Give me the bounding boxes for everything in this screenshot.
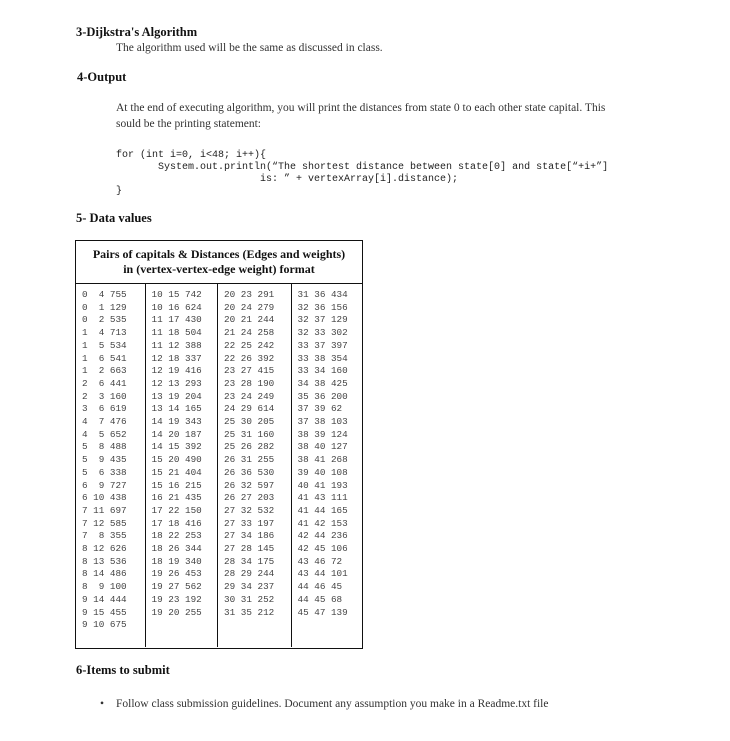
table-row: 27 33 197	[224, 517, 275, 529]
table-row: 31 36 434	[297, 289, 348, 300]
table-row: 0 4 755	[82, 289, 127, 300]
table-row: 41 42 153	[297, 517, 348, 529]
table-row: 1 4 713	[82, 327, 127, 339]
table-row: 34 38 425	[297, 377, 348, 389]
bullet-icon: •	[100, 698, 105, 710]
table-title-line2: in (vertex-vertex-edge weight) format	[123, 262, 315, 276]
table-row: 40 41 193	[297, 479, 348, 491]
table-row: 13 19 204	[151, 390, 202, 402]
table-row: 1 5 534	[82, 339, 127, 351]
table-row: 14 15 392	[151, 441, 202, 453]
table-row: 32 33 302	[297, 327, 348, 339]
table-row: 7 8 355	[82, 530, 127, 542]
table-row: 10 15 742	[151, 289, 202, 300]
list-item-text: Follow class submission guidelines. Document any assumption you make in a Readme.txt file	[116, 698, 549, 710]
data-table	[75, 240, 363, 649]
table-row: 5 6 338	[82, 466, 127, 478]
table-row: 21 24 258	[224, 327, 275, 339]
table-row: 44 45 68	[297, 593, 343, 605]
table-row: 23 24 249	[224, 390, 275, 402]
table-row: 19 23 192	[151, 593, 202, 605]
table-row: 23 28 190	[224, 377, 275, 389]
table-row: 18 22 253	[151, 530, 202, 542]
table-row: 14 19 343	[151, 416, 202, 428]
table-row: 9 14 444	[82, 593, 127, 605]
table-row: 4 7 476	[82, 416, 127, 428]
section-4-text-line1: At the end of executing algorithm, you will print the distances from state 0 to each other state capital. This	[116, 102, 606, 114]
table-row: 18 19 340	[151, 555, 202, 567]
table-row: 28 34 175	[224, 555, 275, 567]
table-row: 6 9 727	[82, 479, 127, 491]
table-row: 27 28 145	[224, 543, 275, 555]
table-row: 18 26 344	[151, 543, 202, 555]
table-row: 42 44 236	[297, 530, 348, 542]
table-row: 11 12 388	[151, 339, 202, 351]
table-row: 20 21 244	[224, 314, 275, 326]
table-row: 9 15 455	[82, 606, 127, 618]
table-row: 26 27 203	[224, 492, 275, 504]
submit-list	[100, 696, 548, 712]
table-column-4	[292, 284, 363, 647]
table-row: 38 41 268	[297, 454, 348, 466]
section-3-heading: 3-Dijkstra's Algorithm	[76, 25, 198, 39]
table-row: 12 18 337	[151, 352, 202, 364]
table-row: 15 16 215	[151, 479, 202, 491]
table-row: 12 19 416	[151, 365, 202, 377]
table-row: 4 5 652	[82, 428, 127, 440]
table-row: 17 22 150	[151, 504, 202, 516]
table-row: 10 16 624	[151, 301, 202, 313]
code-snippet: for (int i=0, i<48; i++){ System.out.println(“The shortest distance between state[0] and state[“+i+”] is: ” + vertexArray[i].distance); }	[116, 150, 609, 197]
section-3-text: The algorithm used will be the same as discussed in class.	[116, 42, 383, 54]
table-row: 22 26 392	[224, 352, 275, 364]
table-row: 13 14 165	[151, 403, 202, 415]
table-row: 42 45 106	[297, 543, 348, 555]
table-row: 11 17 430	[151, 314, 202, 326]
section-5-heading: 5- Data values	[76, 211, 152, 225]
table-row: 7 11 697	[82, 504, 127, 516]
table-row: 33 34 160	[297, 365, 348, 377]
table-row: 8 12 626	[82, 543, 127, 555]
table-row: 24 29 614	[224, 403, 275, 415]
table-row: 15 21 404	[151, 466, 202, 478]
table-row: 19 20 255	[151, 606, 202, 618]
table-row: 25 30 205	[224, 416, 275, 428]
table-row: 1 6 541	[82, 352, 127, 364]
table-row: 12 13 293	[151, 377, 202, 389]
table-column-2	[146, 284, 219, 647]
section-6-heading: 6-Items to submit	[76, 663, 170, 677]
table-row: 14 20 187	[151, 428, 202, 440]
section-4-heading: 4-Output	[77, 70, 127, 84]
table-row: 8 13 536	[82, 555, 127, 567]
table-row: 26 31 255	[224, 454, 275, 466]
table-row: 43 44 101	[297, 568, 348, 580]
table-row: 16 21 435	[151, 492, 202, 504]
table-row: 9 10 675	[82, 619, 127, 631]
table-row: 8 14 486	[82, 568, 127, 580]
table-row: 26 36 530	[224, 466, 275, 478]
table-row: 22 25 242	[224, 339, 275, 351]
table-row: 32 36 156	[297, 301, 348, 313]
table-row: 39 40 108	[297, 466, 348, 478]
table-row: 20 23 291	[224, 289, 275, 300]
table-row: 7 12 585	[82, 517, 127, 529]
table-row: 19 26 453	[151, 568, 202, 580]
table-row: 35 36 200	[297, 390, 348, 402]
table-row: 19 27 562	[151, 581, 202, 593]
table-row: 43 46 72	[297, 555, 343, 567]
table-row: 45 47 139	[297, 606, 348, 618]
table-row: 32 37 129	[297, 314, 348, 326]
table-row: 23 27 415	[224, 365, 275, 377]
table-row: 20 24 279	[224, 301, 275, 313]
table-row: 37 39 62	[297, 403, 343, 415]
table-row: 33 37 397	[297, 339, 348, 351]
table-row: 0 1 129	[82, 301, 127, 313]
table-row: 41 43 111	[297, 492, 348, 504]
table-row: 5 9 435	[82, 454, 127, 466]
table-row: 41 44 165	[297, 504, 348, 516]
table-row: 29 34 237	[224, 581, 275, 593]
table-row: 2 6 441	[82, 377, 127, 389]
table-row: 5 8 488	[82, 441, 127, 453]
table-row: 3 6 619	[82, 403, 127, 415]
table-row: 1 2 663	[82, 365, 127, 377]
table-row: 31 35 212	[224, 606, 275, 618]
table-row: 6 10 438	[82, 492, 127, 504]
table-row: 38 39 124	[297, 428, 348, 440]
table-row: 26 32 597	[224, 479, 275, 491]
table-row: 44 46 45	[297, 581, 343, 593]
table-row: 28 29 244	[224, 568, 275, 580]
table-row: 15 20 490	[151, 454, 202, 466]
table-row: 30 31 252	[224, 593, 275, 605]
table-row: 11 18 504	[151, 327, 202, 339]
table-columns	[76, 284, 362, 647]
table-row: 27 34 186	[224, 530, 275, 542]
table-column-3	[218, 284, 291, 647]
table-row: 33 38 354	[297, 352, 348, 364]
table-row: 0 2 535	[82, 314, 127, 326]
table-row: 8 9 100	[82, 581, 127, 593]
table-row: 27 32 532	[224, 504, 275, 516]
table-row: 25 26 282	[224, 441, 275, 453]
table-row: 2 3 160	[82, 390, 127, 402]
section-4-text-line2: sould be the printing statement:	[116, 118, 262, 130]
table-title-line1: Pairs of capitals & Distances (Edges and weights)	[92, 247, 346, 261]
table-row: 25 31 160	[224, 428, 275, 440]
list-item	[100, 696, 548, 712]
table-row: 17 18 416	[151, 517, 202, 529]
table-row: 37 38 103	[297, 416, 348, 428]
table-header	[76, 241, 362, 284]
table-row: 38 40 127	[297, 441, 348, 453]
table-column-1	[76, 284, 146, 647]
